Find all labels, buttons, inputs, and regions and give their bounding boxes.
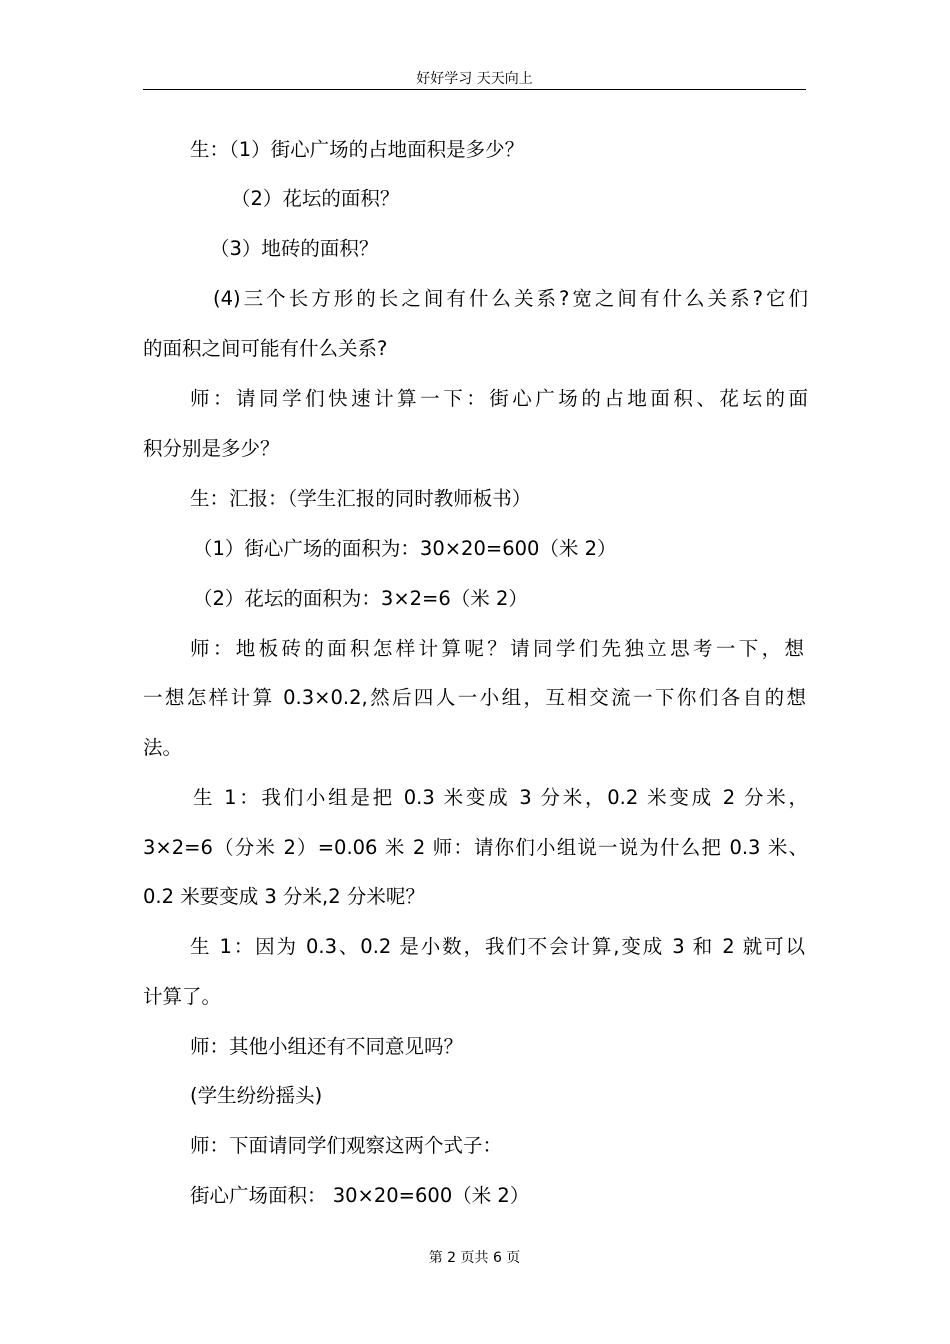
text-line: 生：（1）街心广场的占地面积是多少？	[190, 138, 525, 161]
text-line: 积分别是多少？	[143, 437, 280, 460]
page-header: 好好学习 天天向上	[416, 71, 533, 87]
text-line: （3）地砖的面积？	[210, 237, 379, 260]
text-line: 的面积之间可能有什么关系?	[143, 337, 388, 360]
text-line: 0.2 米要变成 3 分米,2 分米呢？	[143, 885, 425, 908]
text-line: 计算了。	[143, 985, 222, 1008]
text-line: 一想怎样计算 0.3×0.2,然后四人一小组，互相交流一下你们各自的想	[143, 686, 806, 709]
text-line: 师：下面请同学们观察这两个式子：	[190, 1134, 503, 1157]
text-line: (学生纷纷摇头)	[190, 1084, 323, 1107]
header-divider	[143, 89, 806, 90]
text-line: 3×2=6（分米 2）=0.06 米 2 师：请你们小组说一说为什么把 0.3 米、	[143, 836, 808, 859]
text-line: 师：请同学们快速计算一下：街心广场的占地面积、花坛的面	[190, 387, 808, 410]
text-line: （2）花坛的面积？	[231, 187, 400, 210]
text-line: 生：汇报：（学生汇报的同时教师板书）	[190, 487, 532, 510]
text-line: 师：地板砖的面积怎样计算呢？请同学们先独立思考一下，想	[190, 637, 804, 660]
text-line: 法。	[143, 736, 183, 759]
text-line: 生 1：我们小组是把 0.3 米变成 3 分米，0.2 米变成 2 分米，	[193, 786, 808, 809]
text-line: 师：其他小组还有不同意见吗？	[190, 1035, 464, 1058]
text-line: （2）花坛的面积为：3×2=6（米 2）	[193, 587, 528, 610]
text-line: （1）街心广场的面积为：30×20=600（米 2）	[193, 537, 617, 560]
text-line: 生 1：因为 0.3、0.2 是小数，我们不会计算,变成 3 和 2 就可以	[190, 935, 805, 958]
text-line: (4)三个长方形的长之间有什么关系?宽之间有什么关系?它们	[213, 287, 808, 310]
text-line: 街心广场面积： 30×20=600（米 2）	[190, 1184, 530, 1207]
page-footer: 第 2 页共 6 页	[428, 1250, 521, 1266]
